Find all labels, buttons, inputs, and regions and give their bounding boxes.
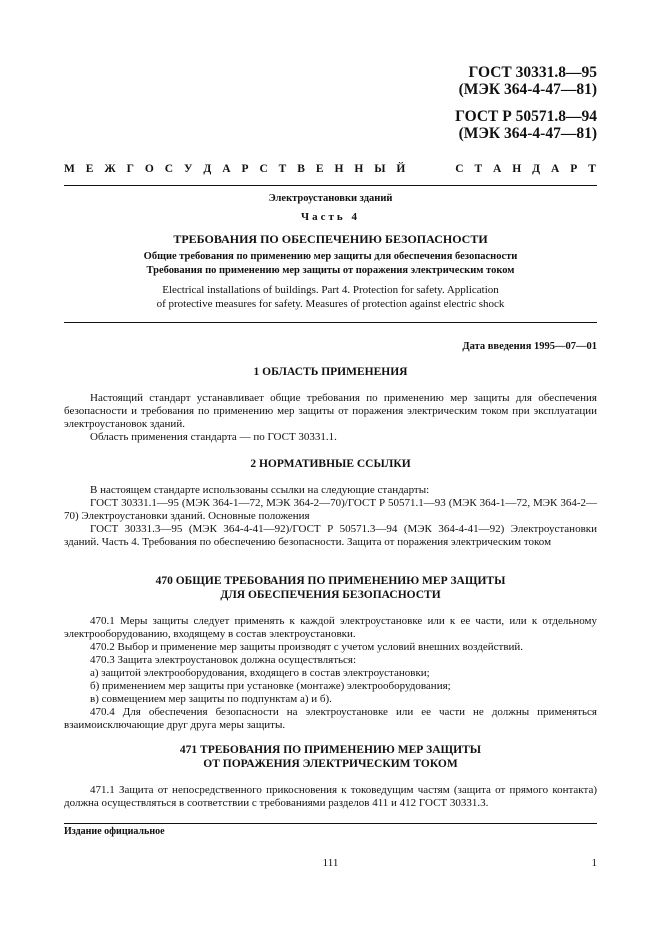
banner-word-2-letter: А [493, 163, 502, 175]
section-2-reference-1: ГОСТ 30331.1—95 (МЭК 364-1—72, МЭК 364-2—70)/ГОСТ Р 50571.1—93 (МЭК 364-1—72, МЭК 364-2—70) Электроустановки зданий. Основные положения [64, 497, 597, 522]
clause-470-4: 470.4 Для обеспечения безопасности на электроустановке или ее части не должны применяться взаимоисключающие друг друга меры защиты. [64, 706, 597, 731]
clause-471-1: 471.1 Защита от непосредственного прикосновения к токоведущим частям (защита от прямого контакта) должна осуществляться в соответствии с требованиями разделов 411 и 412 ГОСТ 30331.3. [64, 784, 597, 809]
banner-word-1-letter: Н [334, 163, 344, 175]
interstate-standard-banner [64, 163, 596, 175]
banner-word-2-letter: А [551, 163, 560, 175]
section-2-paragraph-1: В настоящем стандарте использованы ссылки на следующие стандарты: [90, 484, 430, 496]
banner-word-1-letter: А [222, 163, 231, 175]
std1-iec: (МЭК 364-4-47—81) [458, 81, 597, 98]
std2-iec: (МЭК 364-4-47—81) [458, 125, 597, 142]
subtitle-2: Требования по применению мер защиты от поражения электрическим током [146, 265, 515, 276]
banner-word-2-letter: Н [512, 163, 522, 175]
part-title: Часть 4 [301, 211, 360, 223]
page-number-center: 111 [322, 857, 339, 869]
banner-word-1-letter: Е [315, 163, 324, 175]
std1-number: ГОСТ 30331.8—95 [468, 64, 597, 81]
series-title: Электроустановки зданий [268, 193, 393, 204]
section-470-heading-line-2: ДЛЯ ОБЕСПЕЧЕНИЯ БЕЗОПАСНОСТИ [220, 589, 441, 601]
clause-470-1: 470.1 Меры защиты следует применять к каждой электроустановке или к ее части, или к отдельному электрооборудованию, входящему в состав электроустановки. [64, 615, 597, 640]
section-1-paragraph-2: Область применения стандарта — по ГОСТ 30331.1. [90, 431, 337, 443]
banner-word-2-letter: Р [570, 163, 578, 175]
banner-word-1-letter: С [164, 163, 174, 175]
banner-word-1-letter: У [184, 163, 193, 175]
banner-word-1-letter: Ы [374, 163, 386, 175]
header-rule [64, 185, 597, 186]
section-471-heading-line-1: 471 ТРЕБОВАНИЯ ПО ПРИМЕНЕНИЮ МЕР ЗАЩИТЫ [179, 744, 482, 756]
official-edition-label: Издание официальное [64, 826, 165, 837]
section-2-reference-2: ГОСТ 30331.3—95 (МЭК 364-4-41—92)/ГОСТ Р 50571.3—94 (МЭК 364-4-41—92) Электроустановки зданий. Часть 4. Требования по обеспечению безопасности. Защита от поражения электрическим током [64, 523, 597, 548]
english-title-2: of protective measures for safety. Measures of protection against electric shock [156, 298, 505, 310]
banner-word-1-letter: Н [354, 163, 364, 175]
banner-word-1-letter: Ж [104, 163, 116, 175]
std2-number: ГОСТ Р 50571.8—94 [455, 108, 597, 125]
banner-word-1-letter: Т [278, 163, 287, 175]
banner-word-1-letter: О [144, 163, 154, 175]
introduction-date: Дата введения 1995—07—01 [462, 341, 597, 352]
banner-word-2-letter: Т [474, 163, 483, 175]
title-rule [64, 322, 597, 323]
standard-designation-1 [459, 64, 597, 98]
banner-word-1-letter: С [259, 163, 268, 175]
banner-word-1-letter: М [64, 163, 75, 175]
english-title-1: Electrical installations of buildings. Part 4. Protection for safety. Application [162, 284, 499, 296]
section-1-paragraph-1: Настоящий стандарт устанавливает общие требования по применению мер защиты для обеспечения безопасности и требования по применению мер защиты от поражения электрическим током при эксплуатации электроустановок зданий. [64, 392, 597, 430]
clause-470-3-item-c: в) совмещением мер защиты по подпунктам а) и б). [90, 693, 332, 705]
banner-word-2-letter: С [455, 163, 464, 175]
banner-word-2-letter: Д [532, 163, 541, 175]
banner-word-1-letter: Р [241, 163, 249, 175]
banner-word-gap [416, 163, 444, 175]
section-2-heading: 2 НОРМАТИВНЫЕ ССЫЛКИ [250, 458, 411, 470]
clause-470-2: 470.2 Выбор и применение мер защиты производят с учетом условий внешних воздействий. [90, 641, 524, 653]
section-471-heading-line-2: ОТ ПОРАЖЕНИЯ ЭЛЕКТРИЧЕСКИМ ТОКОМ [203, 758, 458, 770]
banner-word-2-letter: Т [588, 163, 596, 175]
section-1-heading: 1 ОБЛАСТЬ ПРИМЕНЕНИЯ [253, 366, 408, 378]
section-470-heading-line-1: 470 ОБЩИЕ ТРЕБОВАНИЯ ПО ПРИМЕНЕНИЮ МЕР ЗАЩИТЫ [155, 575, 506, 587]
banner-word-1-letter: В [297, 163, 305, 175]
standard-designation-2 [455, 108, 597, 142]
banner-word-1-letter: Д [203, 163, 212, 175]
clause-470-3: 470.3 Защита электроустановок должна осуществляться: [90, 654, 357, 666]
clause-470-3-item-b: б) применением мер защиты при установке (монтаже) электрооборудования; [90, 680, 451, 692]
subtitle-1: Общие требования по применению мер защиты для обеспечения безопасности [143, 251, 518, 262]
banner-word-1-letter: Е [85, 163, 94, 175]
banner-word-1-letter: Й [396, 163, 406, 175]
banner-word-1-letter: Г [126, 163, 134, 175]
main-title: ТРЕБОВАНИЯ ПО ОБЕСПЕЧЕНИЮ БЕЗОПАСНОСТИ [173, 232, 488, 246]
clause-470-3-item-a: а) защитой электрооборудования, входящего в состав электроустановки; [90, 667, 430, 679]
footer-rule [64, 823, 597, 824]
page-number-right: 1 [591, 857, 597, 869]
